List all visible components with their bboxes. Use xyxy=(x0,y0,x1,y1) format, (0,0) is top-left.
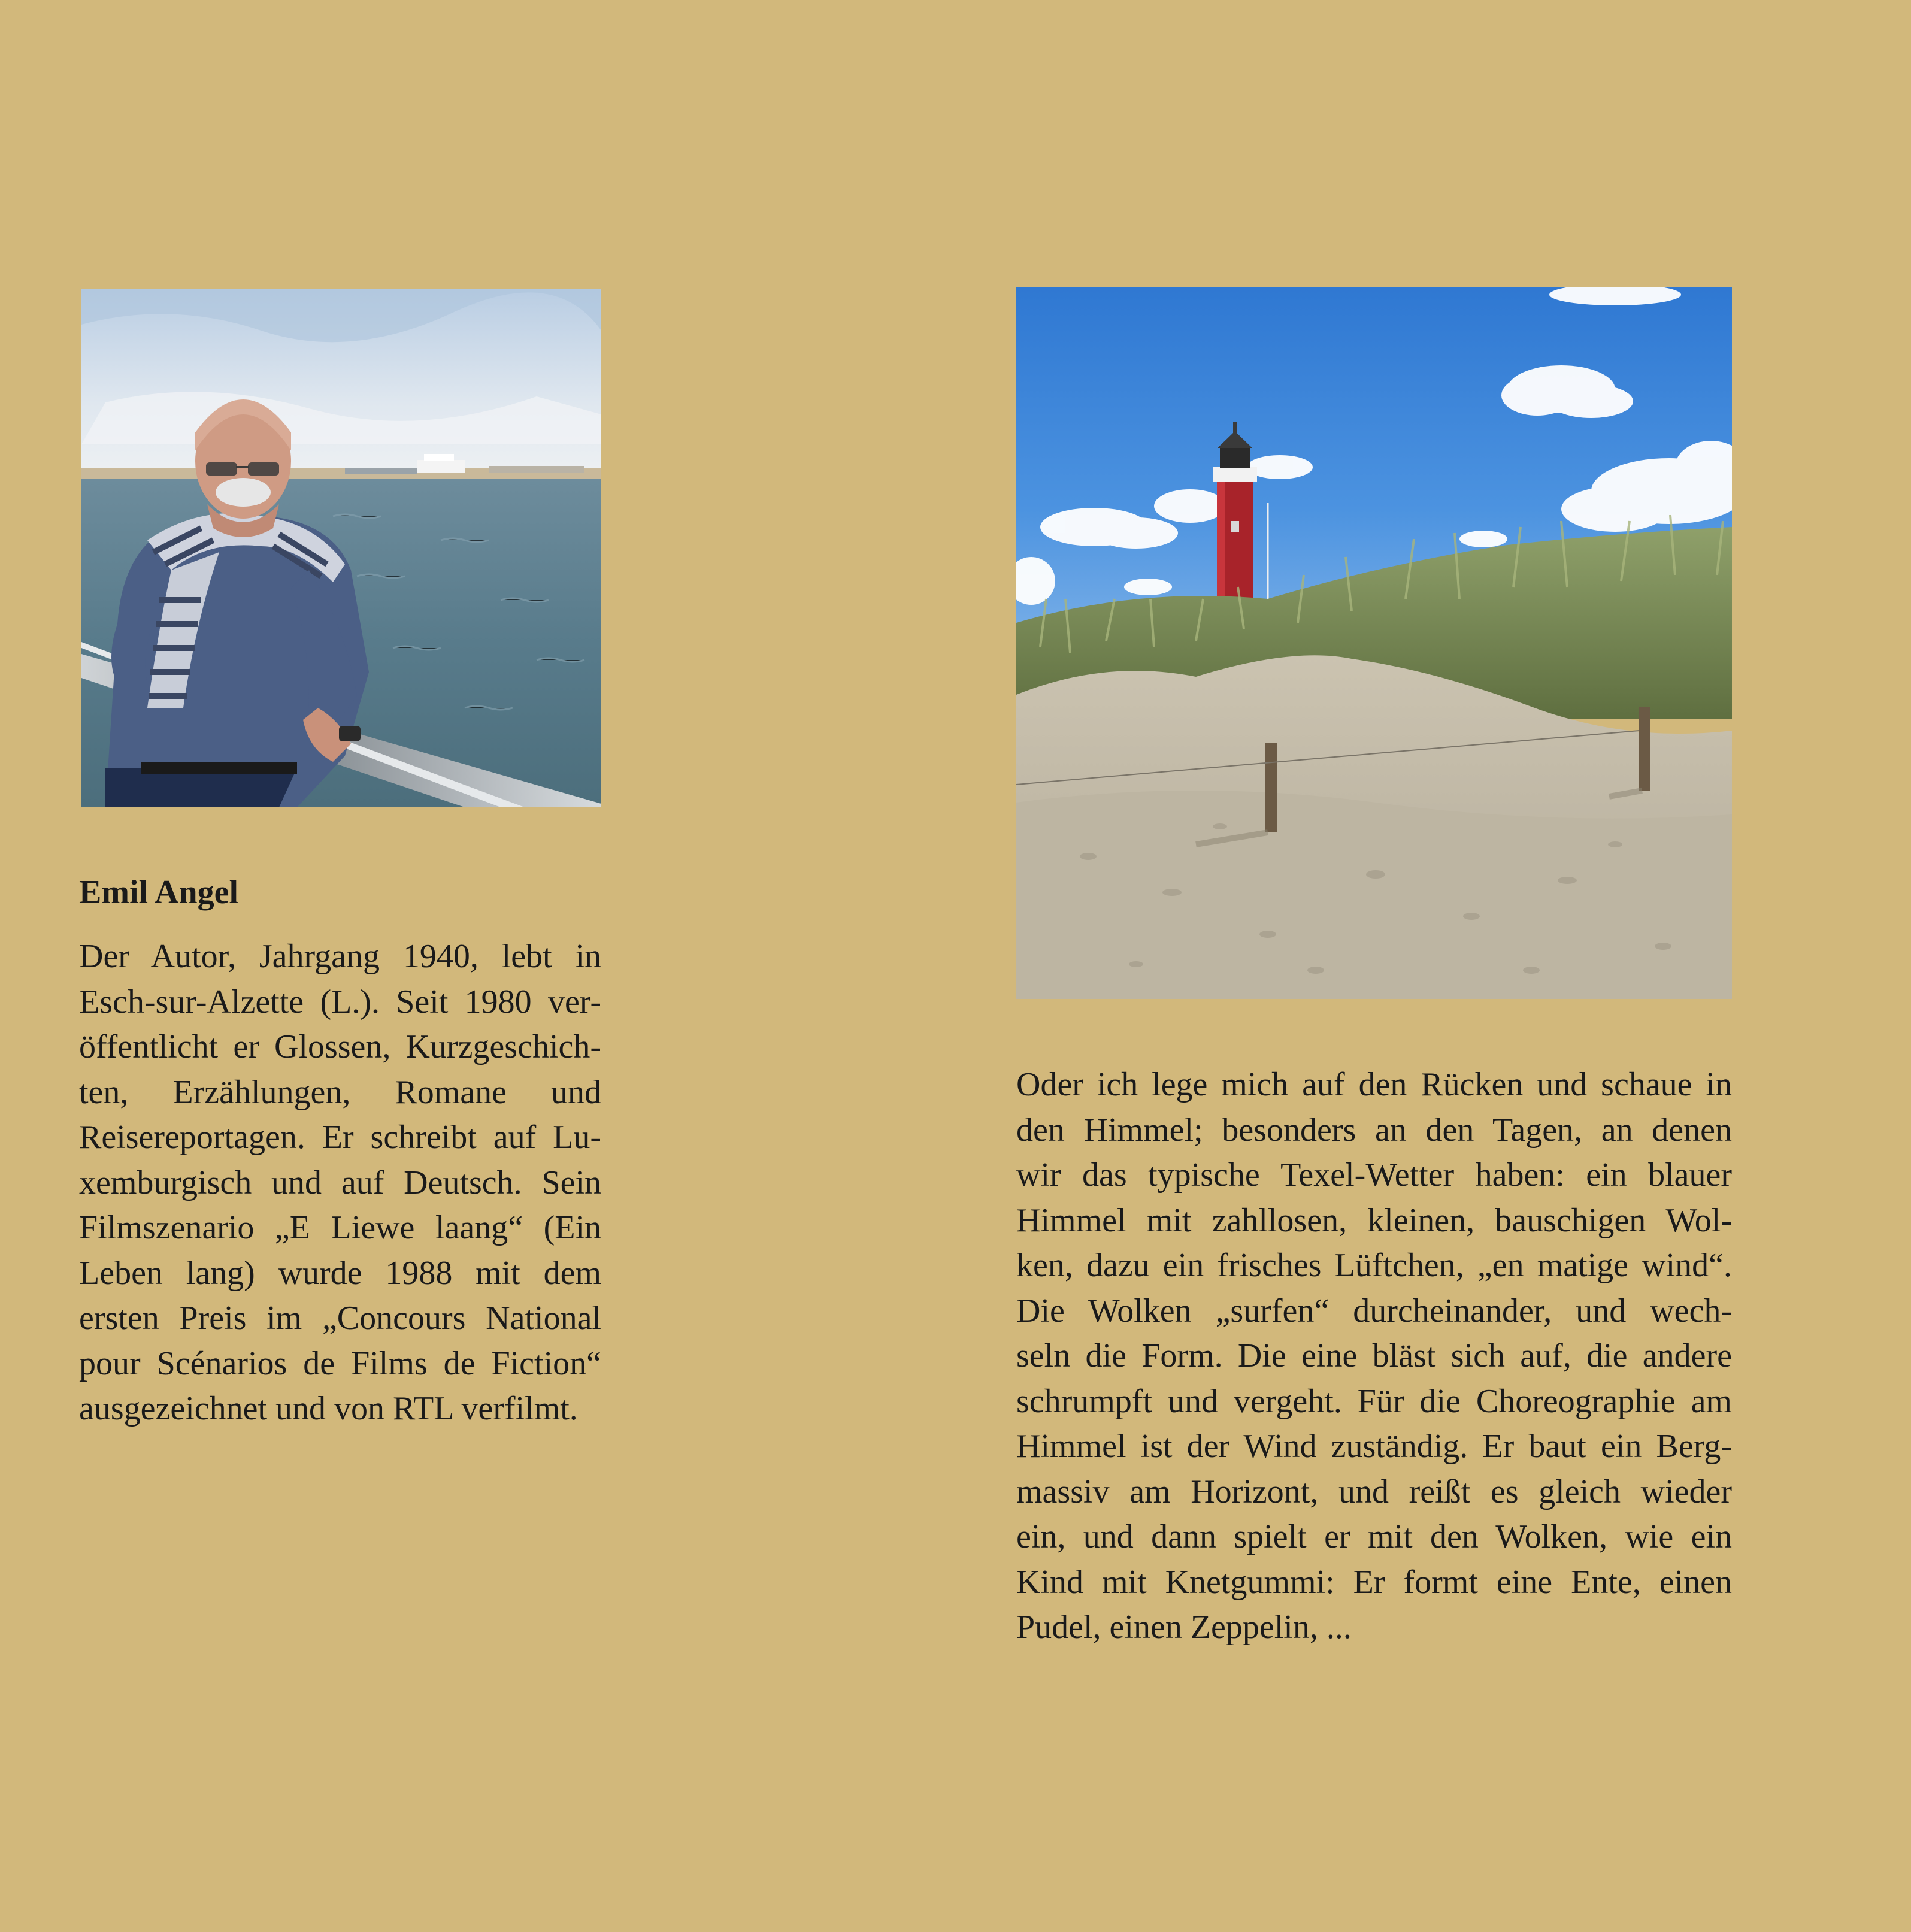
author-photo-image xyxy=(81,289,601,807)
author-bio-line: ausgezeichnet und von RTL verfilmt. xyxy=(79,1390,578,1427)
author-bio-line: xemburgisch und auf Deutsch. Sein xyxy=(79,1164,601,1201)
excerpt-line: ken, dazu ein frisches Lüftchen, „en matige wind“. xyxy=(1016,1247,1732,1284)
author-photo xyxy=(81,289,601,807)
excerpt-line: Die Wolken „surfen“ durcheinander, und wech- xyxy=(1016,1292,1732,1330)
excerpt-line: Pudel, einen Zeppelin, ... xyxy=(1016,1609,1352,1646)
author-bio-line: ersten Preis im „Concours National xyxy=(79,1300,601,1337)
author-bio-line: Leben lang) wurde 1988 mit dem xyxy=(79,1254,601,1292)
author-bio-line: Filmszenario „E Liewe laang“ (Ein xyxy=(79,1209,601,1246)
excerpt-line: ein, und dann spielt er mit den Wolken, wie ein xyxy=(1016,1518,1732,1555)
excerpt-line: Himmel mit zahllosen, kleinen, bauschigen Wol- xyxy=(1016,1201,1732,1239)
author-bio xyxy=(79,934,601,1432)
excerpt-line: massiv am Horizont, und reißt es gleich wieder xyxy=(1016,1473,1732,1510)
lighthouse-photo-image xyxy=(1016,287,1732,999)
lighthouse-photo xyxy=(1016,287,1732,999)
author-bio-line: ten, Erzählungen, Romane und xyxy=(79,1073,601,1111)
excerpt-line: den Himmel; besonders an den Tagen, an denen xyxy=(1016,1111,1732,1149)
author-bio-line: pour Scénarios de Films de Fiction“ xyxy=(79,1344,601,1382)
author-bio-line: öffentlicht er Glossen, Kurzgeschich- xyxy=(79,1028,601,1065)
author-bio-line: Der Autor, Jahrgang 1940, lebt in xyxy=(79,938,601,975)
author-bio-line: Esch-sur-Alzette (L.). Seit 1980 ver- xyxy=(79,983,601,1020)
excerpt-line: Kind mit Knetgummi: Er formt eine Ente, einen xyxy=(1016,1563,1732,1601)
excerpt-line: schrumpft und vergeht. Für die Choreographie am xyxy=(1016,1382,1732,1420)
author-name: Emil Angel xyxy=(79,874,239,911)
excerpt-line: wir das typische Texel-Wetter haben: ein blauer xyxy=(1016,1156,1732,1194)
excerpt-line: Himmel ist der Wind zuständig. Er baut ein Berg- xyxy=(1016,1428,1732,1465)
author-bio-line: Reisereportagen. Er schreibt auf Lu- xyxy=(79,1119,601,1156)
excerpt-line: seln die Form. Die eine bläst sich auf, die andere xyxy=(1016,1337,1732,1374)
excerpt-text xyxy=(1016,1062,1732,1651)
excerpt-line: Oder ich lege mich auf den Rücken und schaue in xyxy=(1016,1066,1732,1103)
